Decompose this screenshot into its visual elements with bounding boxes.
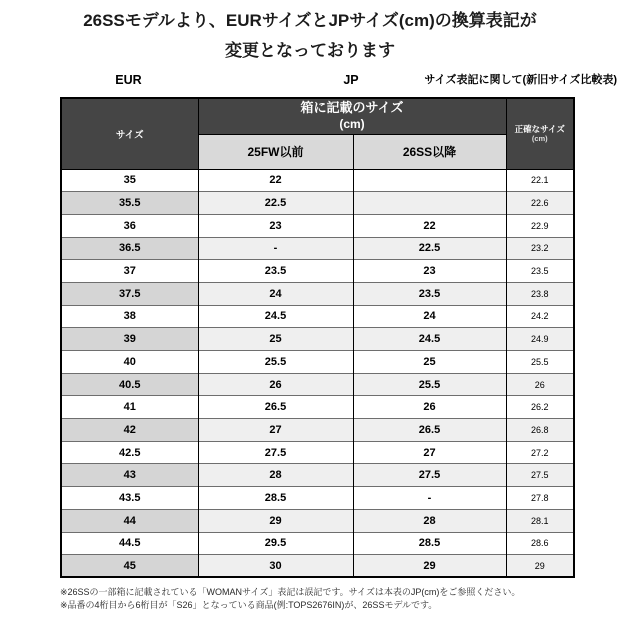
table-row [61, 169, 574, 192]
page-title-line1: 26SSモデルより、EURサイズとJPサイズ(cm)の換算表記が [83, 11, 537, 30]
eur-size-cell: 39 [61, 328, 198, 351]
eur-size-cell: 44 [61, 509, 198, 532]
jp-label: JP [343, 73, 359, 87]
accurate-size-cell: 22.1 [506, 169, 574, 192]
table-row [61, 509, 574, 532]
fw25-size-cell: 26 [198, 373, 353, 396]
accurate-size-cell: 26.2 [506, 396, 574, 419]
size-comparison-note: サイズ表記に関して(新旧サイズ比較表) [424, 74, 617, 86]
eur-size-cell: 43.5 [61, 487, 198, 510]
fw25-size-cell: 23.5 [198, 260, 353, 283]
eur-size-cell: 37.5 [61, 282, 198, 305]
fw25-size-cell: 27 [198, 419, 353, 442]
eur-size-cell: 40.5 [61, 373, 198, 396]
ss26-size-cell: 27.5 [353, 464, 506, 487]
accurate-size-cell: 28.1 [506, 509, 574, 532]
fw25-size-cell: - [198, 237, 353, 260]
table-row [61, 305, 574, 328]
table-row [61, 419, 574, 442]
page-title [0, 6, 620, 66]
footnotes [60, 586, 610, 611]
table-row [61, 373, 574, 396]
table-row [61, 260, 574, 283]
ss26-size-cell: 27 [353, 441, 506, 464]
accurate-size-cell: 23.5 [506, 260, 574, 283]
accurate-size-cell: 24.2 [506, 305, 574, 328]
fw25-size-cell: 27.5 [198, 441, 353, 464]
accurate-size-cell: 25.5 [506, 351, 574, 374]
accurate-size-header [506, 98, 574, 169]
footnote-woman-size: ※26SSの一部箱に記載されている「WOMANサイズ」表記は誤記です。サイズは本表のJP(cm)をご参照ください。 [60, 587, 521, 597]
size-column-header: サイズ [61, 98, 198, 169]
col-25fw-header: 25FW以前 [198, 134, 353, 169]
ss26-size-cell: 23 [353, 260, 506, 283]
footnote-model-code: ※品番の4桁目から6桁目が「S26」となっている商品(例:TOPS2676IN)が、26SSモデルです。 [60, 599, 438, 610]
fw25-size-cell: 26.5 [198, 396, 353, 419]
table-row [61, 555, 574, 578]
ss26-size-cell [353, 192, 506, 215]
ss26-size-cell: 23.5 [353, 282, 506, 305]
fw25-size-cell: 22.5 [198, 192, 353, 215]
page-title-line2: 変更となっております [225, 41, 395, 60]
ss26-size-cell: 26 [353, 396, 506, 419]
size-table-body [61, 169, 574, 577]
accurate-size-cell: 27.8 [506, 487, 574, 510]
ss26-size-cell [353, 169, 506, 192]
fw25-size-cell: 22 [198, 169, 353, 192]
eur-size-cell: 36.5 [61, 237, 198, 260]
eur-size-cell: 40 [61, 351, 198, 374]
accurate-size-cell: 27.2 [506, 441, 574, 464]
table-row [61, 351, 574, 374]
accurate-size-cell: 22.6 [506, 192, 574, 215]
accurate-size-cell: 24.9 [506, 328, 574, 351]
eur-label: EUR [115, 73, 142, 87]
eur-size-cell: 35 [61, 169, 198, 192]
accurate-size-cell: 27.5 [506, 464, 574, 487]
eur-size-cell: 35.5 [61, 192, 198, 215]
eur-size-cell: 38 [61, 305, 198, 328]
eur-size-cell: 45 [61, 555, 198, 578]
fw25-size-cell: 28.5 [198, 487, 353, 510]
eur-size-cell: 37 [61, 260, 198, 283]
ss26-size-cell: 22 [353, 214, 506, 237]
ss26-size-cell: 28 [353, 509, 506, 532]
fw25-size-cell: 23 [198, 214, 353, 237]
accurate-size-header-title: 正確なサイズ [514, 123, 565, 134]
accurate-size-cell: 23.2 [506, 237, 574, 260]
eur-size-cell: 44.5 [61, 532, 198, 555]
fw25-size-cell: 25 [198, 328, 353, 351]
table-row [61, 487, 574, 510]
accurate-size-cell: 22.9 [506, 214, 574, 237]
ss26-size-cell: 26.5 [353, 419, 506, 442]
eur-size-cell: 43 [61, 464, 198, 487]
fw25-size-cell: 29 [198, 509, 353, 532]
fw25-size-cell: 29.5 [198, 532, 353, 555]
fw25-size-cell: 24.5 [198, 305, 353, 328]
fw25-size-cell: 30 [198, 555, 353, 578]
table-row [61, 396, 574, 419]
ss26-size-cell: 22.5 [353, 237, 506, 260]
ss26-size-cell: 25 [353, 351, 506, 374]
accurate-size-header-unit: (cm) [531, 133, 548, 143]
ss26-size-cell: 28.5 [353, 532, 506, 555]
eur-size-cell: 36 [61, 214, 198, 237]
box-size-header [198, 98, 506, 134]
eur-size-cell: 41 [61, 396, 198, 419]
accurate-size-cell: 23.8 [506, 282, 574, 305]
box-size-header-unit: (cm) [339, 117, 365, 132]
table-row [61, 214, 574, 237]
size-conversion-table [60, 97, 575, 578]
ss26-size-cell: 29 [353, 555, 506, 578]
col-26ss-header: 26SS以降 [353, 134, 506, 169]
eur-size-cell: 42 [61, 419, 198, 442]
ss26-size-cell: 25.5 [353, 373, 506, 396]
ss26-size-cell: - [353, 487, 506, 510]
table-row [61, 192, 574, 215]
table-row [61, 464, 574, 487]
fw25-size-cell: 24 [198, 282, 353, 305]
eur-size-cell: 42.5 [61, 441, 198, 464]
table-row [61, 237, 574, 260]
accurate-size-cell: 26.8 [506, 419, 574, 442]
box-size-header-title: 箱に記載のサイズ [300, 100, 404, 116]
ss26-size-cell: 24 [353, 305, 506, 328]
ss26-size-cell: 24.5 [353, 328, 506, 351]
accurate-size-cell: 28.6 [506, 532, 574, 555]
fw25-size-cell: 28 [198, 464, 353, 487]
table-row [61, 282, 574, 305]
accurate-size-cell: 26 [506, 373, 574, 396]
table-row [61, 441, 574, 464]
accurate-size-cell: 29 [506, 555, 574, 578]
fw25-size-cell: 25.5 [198, 351, 353, 374]
table-row [61, 532, 574, 555]
table-row [61, 328, 574, 351]
